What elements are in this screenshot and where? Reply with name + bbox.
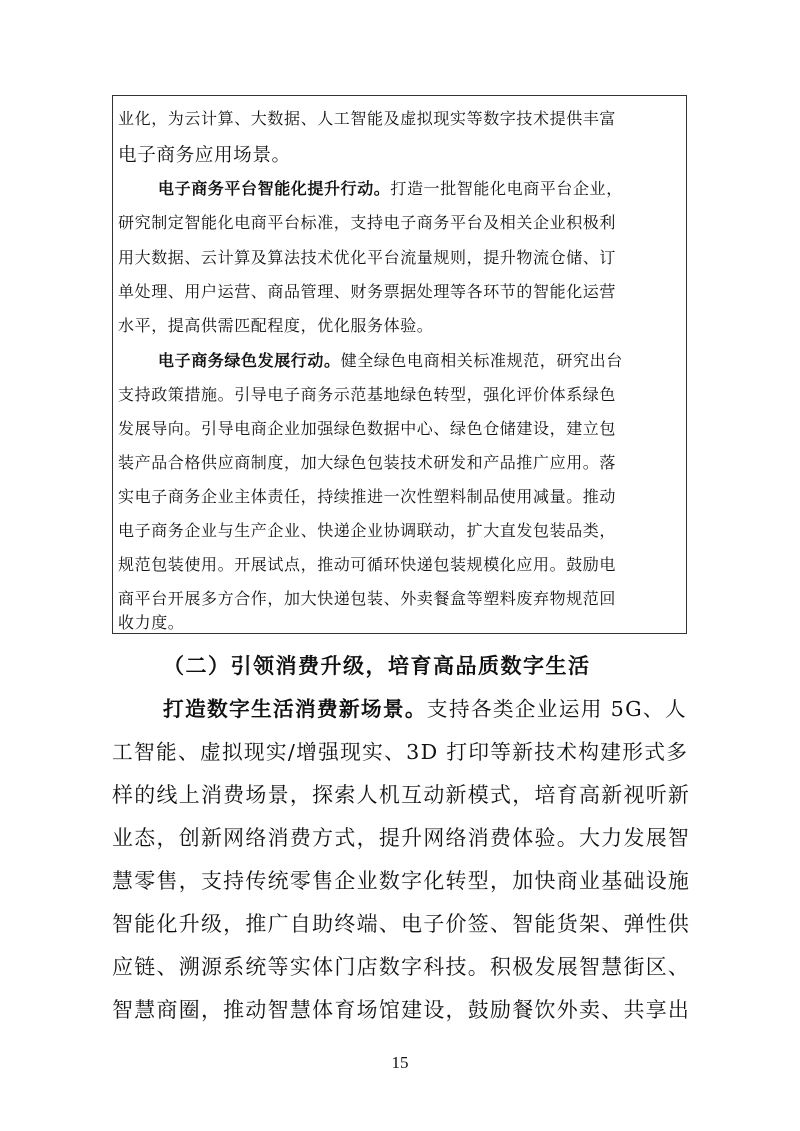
box-p2-line-2: 研究制定智能化电商平台标准，支持电子商务平台及相关企业积极利 [118, 213, 617, 232]
box-p3-line-3: 发展导向。引导电商企业加强绿色数据中心、绿色仓储建设，建立包 [118, 419, 617, 438]
box-p3-line-4: 装产品合格供应商制度，加大绿色包装技术研发和产品推广应用。落 [118, 453, 617, 472]
box-p2-line-1 [158, 176, 623, 199]
box-p1-line-2: 电子商务应用场景。 [118, 145, 291, 166]
body-line-5: 慧零售，支持传统零售企业数字化转型，加快商业基础设施 [112, 869, 691, 893]
box-p2-line-4: 单处理、用户运营、商品管理、财务票据处理等各环节的智能化运营 [118, 282, 617, 301]
body-line-2: 工智能、虚拟现实/增强现实、3D 打印等新技术构建形式多 [112, 740, 689, 764]
body-title: 打造数字生活消费新场景。 [163, 697, 427, 721]
page-number: 15 [391, 1053, 409, 1072]
box-p3-line-1 [158, 348, 623, 371]
box-p3-line-5: 实电子商务企业主体责任，持续推进一次性塑料制品使用减量。推动 [118, 487, 617, 506]
body-line-3: 样的线上消费场景，探索人机互动新模式，培育高新视听新 [112, 783, 691, 807]
box-p2-first-rest: 打造一批智能化电商平台企业， [390, 179, 623, 198]
box-p3-title: 电子商务绿色发展行动。 [158, 351, 341, 370]
body-first-rest: 支持各类企业运用 5G、人 [426, 697, 687, 721]
box-p3-line-2: 支持政策措施。引导电子商务示范基地绿色转型，强化评价体系绿色 [118, 385, 617, 404]
box-p3-line-6: 电子商务企业与生产企业、快递企业协调联动，扩大直发包装品类， [118, 521, 617, 540]
body-line-8: 智慧商圈，推动智慧体育场馆建设，鼓励餐饮外卖、共享出 [112, 998, 691, 1022]
box-p3-line-9: 收力度。 [118, 613, 185, 632]
section-heading: （二）引领消费升级，培育高品质数字生活 [163, 654, 591, 678]
body-line-1 [163, 692, 687, 722]
body-line-6: 智能化升级，推广自助终端、电子价签、智能货架、弹性供 [112, 912, 691, 936]
box-p3-line-7: 规范包装使用。开展试点，推动可循环快递包装规模化应用。鼓励电 [118, 555, 617, 574]
body-line-7: 应链、溯源系统等实体门店数字科技。积极发展智慧街区、 [112, 955, 691, 979]
box-p3-first-rest: 健全绿色电商相关标准规范，研究出台 [340, 351, 623, 370]
box-p3-line-8: 商平台开展多方合作，加大快递包装、外卖餐盒等塑料废弃物规范回 [118, 589, 617, 608]
body-line-4: 业态，创新网络消费方式，提升网络消费体验。大力发展智 [112, 826, 691, 850]
box-p2-line-5: 水平，提高供需匹配程度，优化服务体验。 [118, 316, 434, 335]
box-p1-line-1: 业化，为云计算、大数据、人工智能及虚拟现实等数字技术提供丰富 [118, 109, 617, 128]
box-p2-line-3: 用大数据、云计算及算法技术优化平台流量规则，提升物流仓储、订 [118, 248, 617, 267]
box-p2-title: 电子商务平台智能化提升行动。 [158, 179, 391, 198]
